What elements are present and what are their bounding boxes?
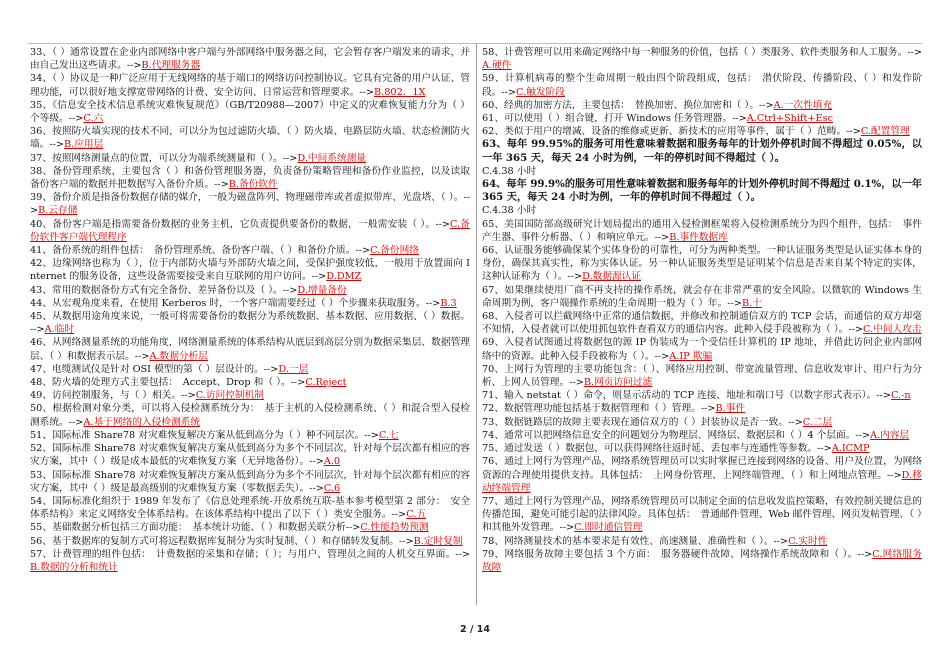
answer-text: A.硬件: [482, 60, 512, 72]
answer-arrow: -->: [309, 456, 324, 468]
question-item: [30, 336, 470, 362]
question-text: 38、备份管理系统，主要包含（ ）和备份管理服务器，负责备份策略管理和备份作业监控，以及读取备份客户端的数据并把数据写入备份介质。: [30, 165, 470, 191]
answer-arrow: -->: [817, 443, 832, 455]
answer-arrow: -->: [68, 416, 84, 428]
answer-arrow: -->: [907, 47, 922, 58]
answer-text: B.网页访问过滤: [583, 377, 653, 389]
question-item: [30, 310, 470, 336]
answer-text: C.6: [323, 482, 341, 494]
answer-arrow: -->: [282, 284, 298, 296]
question-item: [482, 389, 922, 402]
question-item: [30, 257, 470, 283]
answer-text: C.即时通信管理: [574, 522, 643, 534]
question-item: [30, 191, 470, 217]
answer-text: A.基于网络的入侵检测系统: [83, 416, 201, 428]
question-item: [482, 125, 922, 138]
answer-text: A.Ctrl+Shift+Esc: [746, 113, 833, 125]
question-text: 78、网络测量技术的基本要求是有效性、高速测量、准确性和（ ）。: [482, 535, 774, 547]
question-item: [30, 46, 470, 72]
question-item: [482, 46, 922, 72]
answer-arrow: -->: [290, 377, 306, 389]
question-item: [30, 297, 470, 310]
question-text: 65、美国国防部高级研究计划局提出的通用入侵检测框架将入侵检测系统分为四个组件，包括： 事件产生器、事件分析器、（ ）和响应单元。: [482, 218, 922, 243]
question-text: 74、通常可以把网络信息安全的问题划分为物理层、网络层、数据层和（ ）4 个层面。: [482, 429, 856, 441]
question-item: [30, 363, 470, 376]
answer-arrow: -->: [181, 390, 196, 402]
answer-line: C.4.38 小时: [482, 205, 537, 217]
answer-arrow: -->: [263, 363, 279, 375]
question-text: 41、备份系统的组件包括： 备份管理系统、备份客户端、（ ）和备份介质。: [30, 245, 356, 257]
answer-text: C.-n: [890, 390, 911, 402]
answer-arrow: -->: [567, 271, 583, 283]
question-text: 60、经典的加密方法，主要包括： 替换加密、换位加密和（ ）。: [482, 99, 759, 111]
question-item: [30, 442, 470, 468]
question-text: 35、《信息安全技术信息系统灾难恢复规范》（GB/T20988—2007）中定义的灾难恢复能力分为（ ）个等级。: [30, 99, 470, 125]
page-number: 2 / 14: [460, 624, 490, 635]
question-text: 62、类似于用户的增减、设备的维修或更新、新技术的应用等事件，属于（ ）范畴。: [482, 126, 847, 138]
answer-text: C.五: [406, 509, 427, 521]
answer-text: A.ICMP: [831, 443, 870, 455]
answer-arrow: -->: [788, 416, 803, 428]
question-item: [482, 336, 922, 362]
question-text: 70、上网行为管理的主要功能包含：（ ）、网络应用控制、带宽流量管理、信息收发审计、用户行为分析、上网人员管理。: [482, 363, 922, 389]
answer-text: C.实时性: [788, 535, 828, 547]
answer-arrow: -->: [700, 403, 716, 415]
answer-text: C.触发阶段: [516, 86, 565, 98]
answer-arrow: -->: [773, 535, 789, 547]
question-text: 76、通过上网行为管理产品，网络系统管理员可以实时掌握已连接到网络的设备、用户及位置，为网络资源的合理使用提供支持。具体包括： 上网身份管理、上网终端管理、（ ）和上网地点管理。: [482, 456, 922, 481]
question-text: 73、数据链路层的故障主要表现在通信双方的（ ）封装协议是否一致。: [482, 416, 789, 428]
question-item: [30, 244, 470, 257]
answer-text: B.3: [440, 297, 457, 309]
question-text: 68、入侵者可以拦截网络中正常的通信数据，并修改和控制通信双方的 TCP 会话，而通信的双方却毫不知情，入侵者就可以使用抓包软件查看双方的通信内容。此种入侵手段被称为（ ）。: [482, 311, 922, 336]
answer-text: B.事件: [715, 403, 746, 415]
answer-text: D.移动终端管理: [482, 469, 922, 494]
question-text: 57、计费管理的组件包括： 计费数据的采集和存储；（ ）；与用户、管理员之间的人机交互界面。: [30, 548, 456, 560]
question-item: [482, 455, 922, 495]
answer-arrow: -->: [654, 350, 670, 362]
question-item: [30, 125, 470, 151]
question-text: 46、从网络测量系统的功能角度，网络测量系统的体系结构从底层到高层分别为数据采集层、数据管理层、（ ）和数据表示层。: [30, 337, 470, 362]
answer-text: D.中间系统测量: [297, 152, 367, 164]
question-item: [482, 495, 922, 535]
answer-arrow: -->: [49, 139, 65, 151]
answer-arrow: -->: [654, 231, 670, 243]
question-text: 49、访问控制服务，与（ ）相关。: [30, 390, 182, 402]
question-text: 58、计费管理可以用来确定网络中每一种服务的价值，包括（ ）类服务、软件类服务和人工服务。: [482, 47, 908, 58]
answer-text: D.数据源认证: [582, 271, 642, 283]
answer-text: C.中间人攻击: [863, 324, 922, 336]
answer-text: A.IP 欺骗: [669, 350, 713, 362]
answer-arrow: -->: [309, 482, 324, 494]
question-text: 37、按照网络测量点的位置，可以分为端系统测量和（ ）。: [30, 152, 283, 164]
answer-arrow: -->: [30, 324, 45, 336]
question-text: 52、国际标准 Share78 对灾难恢复解决方案从低到高分为多个不同层次，针对每个层次都有相应的容灾方案，其中（ ）级是成本最低的灾难恢复方案（无异地备份）。: [30, 443, 470, 468]
answer-text: C.性能趋势预测: [360, 522, 429, 534]
answer-arrow: -->: [846, 126, 861, 138]
question-item: [30, 429, 470, 442]
question-item: [30, 165, 470, 191]
answer-arrow: -->: [355, 245, 371, 257]
answer-text: B.云存储: [38, 205, 78, 217]
answer-arrow: -->: [435, 218, 450, 230]
question-text: 54、国际标准化组织于 1989 年发布了《信息处理系统-开放系统互联-基本参考模型第 2 部分： 安全体系结构》来定义网络安全体系结构。在该体系结构中提出了以下（ ）类安全服务。: [30, 495, 470, 521]
question-item: [482, 178, 922, 218]
answer-text: C.配置管理: [860, 126, 910, 138]
answer-arrow: -->: [30, 192, 470, 217]
question-text: 34、（ ）协议是一种广泛应用于无线网络的基于端口的网络访问控制协议。它具有完备的用户认证、管理功能，可以很好地支撑宽带网络的计费、安全访问、日常运营和管理要求。: [30, 73, 470, 98]
question-text: 50、根据检测对象分类，可以将入侵检测系统分为： 基于主机的入侵检测系统、（ ）和混合型入侵检测系统。: [30, 403, 470, 428]
question-text: 63、每年 99.95%的服务可用性意味着数据和服务每年的计划外停机时间不得超过 0.05%，以一年 365 天，每天 24 小时为例，一年的停机时间不得超过（ ）。: [482, 138, 922, 164]
question-item: [30, 376, 470, 389]
question-item: [482, 363, 922, 389]
question-item: [482, 138, 922, 178]
answer-arrow: -->: [134, 350, 150, 362]
answer-arrow: -->: [68, 113, 84, 125]
question-item: [482, 310, 922, 336]
question-text: 44、从宏观角度来看，在使用 Kerberos 时，一个客户端需要经过（ ）个步骤来获取服务。: [30, 297, 426, 309]
question-item: [30, 72, 470, 98]
question-text: 59、计算机病毒的整个生命周期一般由四个阶段组成，包括： 潜伏阶段、传播阶段、（ ）和发作阶段。: [482, 73, 922, 98]
answer-text: C.网络服务故障: [482, 548, 922, 573]
question-item: [482, 402, 922, 415]
question-item: [482, 442, 922, 455]
question-text: 75、通过发送（ ）数据包，可以获得网络往返时延、丢包率与连通性等参数。: [482, 443, 818, 455]
answer-arrow: -->: [559, 522, 575, 534]
left-column: [30, 46, 470, 602]
question-item: [482, 112, 922, 125]
question-text: 77、通过上网行为管理产品，网络系统管理员可以制定全面的信息收发监控策略，有效控制关键信息的传播范围，避免可能引起的法律风险。具体包括： 普通邮件管理、Web 邮件管理、网页发帖管理、（ ）和其他外发管理。: [482, 495, 922, 534]
question-text: 42、边缘网络也称为（ ），位于内部防火墙与外部防火墙之间，受保护强度较低，一般用于放置面向 Internet 的服务设备，这些设备需要接受来自互联网的用户访问。: [30, 258, 470, 283]
question-text: 39、备份介质是指备份数据存储的媒介，一般为磁盘阵列、物理磁带库或者虚拟带库、光盘塔、（ ）。: [30, 192, 464, 204]
answer-arrow: -->: [399, 535, 414, 547]
answer-text: A.数据分析层: [149, 350, 208, 362]
question-text: 72、数据管理功能包括基于数据管理和（ ）管理。: [482, 403, 701, 415]
answer-arrow: -->: [391, 509, 407, 521]
question-item: [482, 218, 922, 244]
answer-text: B.十: [741, 297, 762, 309]
answer-arrow: -->: [732, 113, 747, 125]
question-item: [482, 244, 922, 284]
answer-arrow: -->: [848, 324, 864, 336]
question-item: [30, 389, 470, 402]
question-text: 56、基于数据库的复制方式可将远程数据库复制分为实时复制、（ ）和存储转发复制。: [30, 535, 399, 547]
answer-text: D.一层: [278, 363, 309, 375]
question-text: 66、认证服务能够确保某个实体身份的可靠性，可分为两种类型。一种认证服务类型是认证实体本身的身份，确保其真实性，称为实体认证。另一种认证服务类型是证明某个信息是否来自某个特定的实体，这种认证称为（ ）。: [482, 245, 922, 283]
answer-arrow: -->: [887, 469, 902, 481]
question-item: [30, 402, 470, 428]
answer-text: B.802．1X: [374, 86, 426, 98]
question-text: 33、（ ）通常设置在企业内部网络中客户端与外部网络中服务器之间，它会暂存客户端发来的请求，并由自己发出这些请求。: [30, 47, 470, 72]
answer-arrow: -->: [126, 60, 142, 72]
question-item: [30, 218, 470, 244]
question-text: 47、电缆测试仪是针对 OSI 模型的第（ ）层设计的。: [30, 363, 264, 375]
answer-text: C.备份网络: [370, 245, 419, 257]
answer-arrow: -->: [345, 522, 361, 534]
answer-text: B.备份软件: [228, 179, 278, 191]
answer-text: C.二层: [802, 416, 833, 428]
question-item: [482, 535, 922, 548]
answer-text: A.0: [323, 456, 341, 468]
answer-arrow: -->: [855, 429, 871, 441]
top-rule: [28, 43, 922, 44]
answer-text: B.代理服务器: [141, 60, 201, 72]
question-text: 43、常用的数据备份方式有完全备份、差异备份以及（ ）。: [30, 284, 283, 296]
answer-arrow: -->: [311, 271, 327, 283]
answer-text: D.增量备份: [297, 284, 347, 296]
answer-arrow: -->: [214, 179, 229, 191]
question-item: [482, 429, 922, 442]
question-item: [30, 535, 470, 548]
answer-text: C.备份软件客户端代理程序: [30, 218, 470, 243]
question-item: [30, 152, 470, 165]
question-text: 48、防火墙的处理方式主要包括： Accept、Drop 和（ ）。: [30, 377, 291, 389]
answer-text: A.一次性填充: [773, 99, 833, 111]
answer-arrow: -->: [501, 86, 517, 98]
question-text: 64、每年 99.9%的服务可用性意味着数据和服务每年的计划外停机时间不得超过 0.1%，以一年 365 天，每天 24 小时为例，一年的停机时间不得超过（ ）。: [482, 178, 922, 204]
right-column: [482, 46, 922, 602]
answer-arrow: -->: [876, 390, 891, 402]
answer-text: B.定时复制: [413, 535, 463, 547]
answer-text: B.应用层: [64, 139, 104, 151]
question-item: [30, 99, 470, 125]
answer-arrow: -->: [364, 429, 379, 441]
question-text: 51、国际标准 Share78 对灾难恢复解决方案从低到高分为（ ）种不同层次。: [30, 429, 365, 441]
answer-text: C.六: [83, 113, 104, 125]
question-text: 36、按照防火墙实现的技术不同，可以分为包过滤防火墙、（ ）防火墙、电路层防火墙、状态检测防火墙。: [30, 126, 470, 151]
question-item: [482, 72, 922, 98]
question-text: 67、如果继续使用厂商不再支持的操作系统，就会存在非常严重的安全风险。以微软的 Windows 生命周期为例，客户端操作系统的生命周期一般为（ ）年。: [482, 284, 922, 309]
question-item: [482, 99, 922, 112]
question-item: [482, 416, 922, 429]
question-item: [30, 495, 470, 521]
answer-arrow: -->: [758, 99, 774, 111]
question-text: 61、可以使用（ ）组合键，打开 Windows 任务管理器。: [482, 113, 733, 125]
column-divider: [476, 43, 477, 605]
question-item: [30, 548, 470, 574]
question-item: [30, 469, 470, 495]
answer-text: C.Reject: [305, 377, 347, 389]
answer-line: C.4.38 小时: [482, 165, 537, 177]
question-text: 45、从数据用途角度来说，一般可将需要备份的数据分为系统数据、基本数据、应用数据、（ ）数据。: [30, 311, 470, 323]
answer-arrow: -->: [455, 548, 470, 560]
question-text: 40、备份客户端是指需要备份数据的业务主机，它负责提供要备份的数据，一般需安装（ ）。: [30, 218, 436, 230]
answer-arrow: -->: [282, 152, 298, 164]
answer-arrow: -->: [359, 86, 375, 98]
answer-arrow: -->: [727, 297, 742, 309]
answer-text: A.临时: [44, 324, 75, 336]
answer-arrow: -->: [857, 548, 873, 560]
answer-text: A.内容层: [870, 429, 910, 441]
answer-arrow: -->: [425, 297, 441, 309]
answer-text: C.七: [378, 429, 399, 441]
answer-arrow: -->: [569, 377, 584, 389]
answer-text: D.DMZ: [326, 271, 362, 283]
question-item: [482, 548, 922, 574]
question-text: 53、国际标准 Share78 对灾难恢复解决方案从低到高分为多个不同层次，针对每个层次都有相应的容灾方案，其中（ ）级是最高级别的灾难恢复方案（零数据丢失）。: [30, 469, 470, 494]
question-text: 69、入侵者试图通过将数据包的源 IP 伪装成为一个受信任计算机的 IP 地址，并借此访问企业内部网络中的资源。此种入侵手段被称为（ ）。: [482, 337, 922, 362]
answer-text: B.数据的分析和统计: [30, 561, 118, 573]
question-text: 79、网络服务故障主要包括 3 个方面： 服务器硬件故障、网络操作系统故障和（ ）。: [482, 548, 858, 560]
answer-text: B.事件数据库: [669, 231, 728, 243]
question-text: 55、基础数据分析包括三方面功能： 基本统计功能、（ ）和数据关联分析: [30, 522, 346, 534]
question-item: [30, 521, 470, 534]
question-item: [482, 284, 922, 310]
answer-text: C.访问控制机制: [195, 390, 264, 402]
question-text: 71、输入 netstat（ ）命令，则显示活动的 TCP 连接、地址和端口号（以数字形式表示）。: [482, 390, 877, 402]
question-item: [30, 284, 470, 297]
